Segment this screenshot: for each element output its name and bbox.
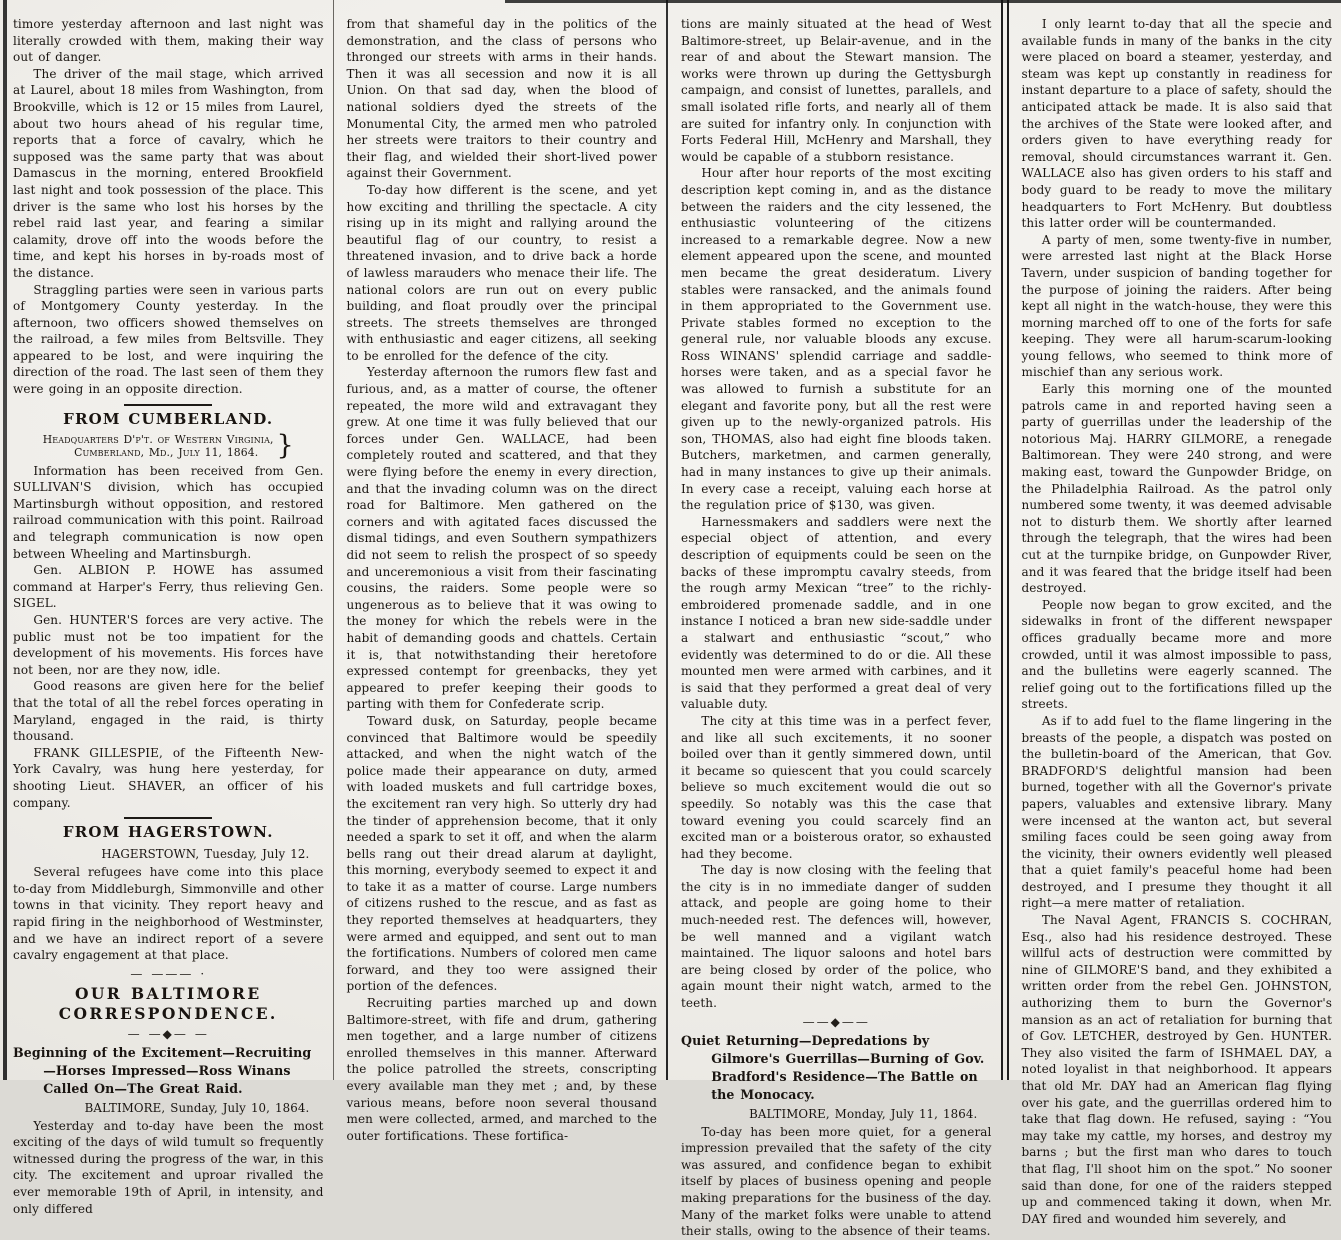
body-paragraph: To-day has been more quiet, for a general impression prevailed that the safety of the city was assured, and confidence began to exhibit itself by places of business opening and people making preparations for the business of the day. Many of the market folks were unable to attend their stalls, owing to the absence of their teams.: [681, 1124, 992, 1240]
article-subhead: Beginning of the Excitement—Recruiting—Horses Impressed—Ross Winans Called On—The Great Raid.: [13, 1044, 324, 1098]
body-paragraph: Several refugees have come into this place to-day from Middleburgh, Simmonville and other towns in that vicinity. They report heavy and rapid firing in the neighborhood of Westminster, and we have an indirect report of a severe cavalry engagement at that place.: [13, 864, 324, 964]
dateline: BALTIMORE, Monday, July 11, 1864.: [681, 1106, 992, 1122]
ornament-rule: ——◆——: [681, 1016, 992, 1028]
body-paragraph: Yesterday afternoon the rumors flew fast and furious, and, as a matter of course, the oftener repeated, the more wild and extravagant they grew. At one time it was fully believed that our forces under Gen. WALLACE, had been completely routed and scattered, and that they were flying before the enemy in every direction, and that the invading column was on the direct road for Baltimore. Men gathered on the corners and with agitated faces discussed the dismal tidings, and even Southern sympathizers did not seem to relish the prospect of so speedy and unceremonious a visit from their fascinating cousins, the raiders. Some people were so ungenerous as to believe that it was owing to the money for which the rebels were in the habit of demanding goods and chattels. Certain it is, that notwithstanding their heretofore expressed contempt for greenbacks, they yet appeared to prefer keeping their goods to parting with them for Confederate scrip.: [347, 364, 658, 712]
column-4: [1009, 0, 1341, 1080]
ornament-rule: — —◆— —: [13, 1028, 324, 1040]
body-paragraph: The Naval Agent, FRANCIS S. COCHRAN, Esq., also had his residence destroyed. These willful acts of destruction were committed by nine of GILMORE'S band, and they exhibited a written order from the rebel Gen. JOHNSTON, authorizing them to burn the Governor's mansion as an act of retaliation for burning that of Gov. LETCHER, destroyed by Gen. HUNTER. They also visited the farm of ISHMAEL DAY, a noted loyalist in that neighborhood. It appears that old Mr. DAY had an American flag flying over his gate, and the guerrillas ordered him to take that flag down. He refused, saying : “You may take my cattle, my horses, and destroy my barns ; but the first man who dares to touch that flag, I'll shoot him on the spot.” No sooner said than done, for one of the raiders stepped up and commenced taking it down, when Mr. DAY fired and wounded him severely, and: [1022, 912, 1333, 1227]
body-paragraph: To-day how different is the scene, and yet how exciting and thrilling the spectacle. A city rising up in its might and rallying around the beautiful flag of our country, to resist a threatened invasion, and to drive back a horde of lawless marauders who menace their life. The national colors are run out on every public building, and float proudly over the principal streets. The streets themselves are thronged with enthusiastic and eager citizens, all seeking to be enrolled for the defence of the city.: [347, 182, 658, 365]
body-paragraph: The driver of the mail stage, which arrived at Laurel, about 18 miles from Washington, from Brookville, which is 12 or 15 miles from Laurel, about two hours ahead of his regular time, reports that a force of cavalry, which he supposed was the same party that was about Damascus in the morning, entered Brookfield last night and took possession of the place. This driver is the same who lost his horses by the rebel raid last year, and fearing a similar calamity, drove off into the woods before the time, and kept his horses in by-roads most of the distance.: [13, 66, 324, 282]
dateline-with-brace: [13, 433, 324, 460]
body-paragraph: A party of men, some twenty-five in number, were arrested last night at the Black Horse Tavern, under suspicion of banding together for the purpose of joining the raiders. After being kept all night in the watch-house, they were this morning marched off to one of the forts for safe keeping. They were all harum-scarum-looking young fellows, who seemed to think more of mischief than any serious work.: [1022, 232, 1333, 381]
dateline: HAGERSTOWN, Tuesday, July 12.: [13, 846, 324, 862]
section-headline: FROM CUMBERLAND.: [13, 410, 324, 429]
body-paragraph: FRANK GILLESPIE, of the Fifteenth New-York Cavalry, was hung here yesterday, for shooting Lieut. SHAVER, an officer of his company.: [13, 745, 324, 811]
body-paragraph: Early this morning one of the mounted patrols came in and reported having seen a party of guerrillas under the leadership of the notorious Maj. HARRY GILMORE, a renegade Baltimorean. They were 240 strong, and were making east, toward the Gunpowder Bridge, on the Philadelphia Railroad. As the patrol only numbered some twenty, it was deemed advisable not to disturb them. We shortly after learned through the telegraph, that the wires had been cut at the turnpike bridge, on Gunpowder River, and it was feared that the bridge itself had been destroyed.: [1022, 381, 1333, 597]
body-paragraph: The day is now closing with the feeling that the city is in no immediate danger of sudden attack, and people are going home to their much-needed rest. The defences will, however, be well manned and a vigilant watch maintained. The liquor saloons and hotel bars are being closed by order of the police, who again mount their night watch, armed to the teeth.: [681, 862, 992, 1011]
body-paragraph: People now began to grow excited, and the sidewalks in front of the different newspaper offices gradually became more and more crowded, until it was almost impossible to pass, and the bulletins were eagerly scanned. The relief going out to the fortifications filled up the streets.: [1022, 597, 1333, 713]
body-paragraph-continued: timore yesterday afternoon and last night was literally crowded with them, making their way out of danger.: [13, 16, 324, 66]
column-divider-3: [1001, 0, 1009, 1080]
dateline-brace-glyph: }: [276, 439, 293, 453]
correspondence-headline: OUR BALTIMORE CORRESPONDENCE.: [13, 984, 324, 1024]
body-paragraph-continued: from that shameful day in the politics of the demonstration, and the class of persons who thronged our streets with arms in their hands. Then it was all secession and now it is all Union. On that sad day, when the blood of national soldiers dyed the streets of the Monumental City, the armed men who patroled her streets were traitors to their country and their flag, and wielded their short-lived power against their Government.: [347, 16, 658, 182]
section-rule: [124, 817, 212, 819]
top-edge-ink-streak: [505, 0, 1341, 3]
body-paragraph: As if to add fuel to the flame lingering in the breasts of the people, a dispatch was posted on the bulletin-board of the American, that Gov. BRADFORD'S delightful mansion had been burned, together with all the Governor's private papers, valuables and extensive library. Many were incensed at the wanton act, but several smiling faces could be seen going away from the vicinity, their owners evidently well pleased that a quiet family's peaceful home had been destroyed, and I presume they thought it all right—a mere matter of retaliation.: [1022, 713, 1333, 912]
section-rule: [124, 404, 212, 406]
ornament-rule: — ——— ·: [13, 968, 324, 980]
body-paragraph: Straggling parties were seen in various parts of Montgomery County yesterday. In the afternoon, two officers showed themselves on the railroad, a few miles from Beltsville. They appeared to be lost, and were inquiring the direction of the road. The last seen of them they were going in an opposite direction.: [13, 282, 324, 398]
body-paragraph: Gen. HUNTER'S forces are very active. The public must not be too impatient for the development of his movements. His forces have not been, nor are they now, idle.: [13, 612, 324, 678]
body-paragraph: Toward dusk, on Saturday, people became convinced that Baltimore would be speedily attacked, and when the night watch of the police made their appearance on duty, armed with loaded muskets and full cartridge boxes, the excitement ran very high. So utterly dry had the tinder of apprehension become, that it only needed a spark to set it off, and when the alarm bells rang out their dread alarum at daylight, this morning, everybody seemed to expect it and to take it as a matter of course. Large numbers of citizens rushed to the rescue, and as fast as they reported themselves at headquarters, they were armed and equipped, and sent out to man the fortifications. Numbers of colored men came forward, and they too were assigned their portion of the defences.: [347, 713, 658, 995]
column-1: [0, 0, 333, 1080]
article-subhead: Quiet Returning—Depredations by Gilmore's Guerrillas—Burning of Gov. Bradford's Residence—The Battle on the Monocacy.: [681, 1032, 992, 1104]
body-paragraph-continued: tions are mainly situated at the head of West Baltimore-street, up Belair-avenue, and in the rear of and about the Stewart mansion. The works were thrown up during the Gettysburgh campaign, and consist of lunettes, parallels, and small isolated rifle forts, and nearly all of them are suited for infantry only. In conjunction with Forts Federal Hill, McHenry and Marshall, they would be capable of a stubborn resistance.: [681, 16, 992, 165]
body-paragraph: Harnessmakers and saddlers were next the especial object of attention, and every description of equipments could be seen on the backs of these impromptu cavalry steeds, from the rough army Mexican “tree” to the richly-embroidered promenade saddle, and in one instance I noticed a bran new side-saddle under a stalwart and enthusiastic “scout,” who evidently was determined to do or die. All these mounted men were armed with carbines, and it is said that they performed a great deal of very valuable duty.: [681, 514, 992, 713]
section-headline: FROM HAGERSTOWN.: [13, 823, 324, 842]
dateline: BALTIMORE, Sunday, July 10, 1864.: [13, 1100, 324, 1116]
column-3: [668, 0, 1001, 1080]
column-2: [334, 0, 667, 1080]
body-paragraph: Gen. ALBION P. HOWE has assumed command at Harper's Ferry, thus relieving Gen. SIGEL.: [13, 562, 324, 612]
body-paragraph: Yesterday and to-day have been the most exciting of the days of wild tumult so frequently witnessed during the progress of the war, in this city. The excitement and uproar rivalled the ever memorable 19th of April, in intensity, and only differed: [13, 1118, 324, 1218]
dateline-lines: Headquarters D'p't. of Western Virginia, Cumberland, Md., July 11, 1864.: [43, 433, 274, 460]
body-paragraph: I only learnt to-day that all the specie and available funds in many of the banks in the city were placed on board a steamer, yesterday, and steam was kept up constantly in readiness for instant departure to a place of safety, should the anticipated attack be made. It is also said that the archives of the State were looked after, and orders given to have everything ready for removal, should circumstances warrant it. Gen. WALLACE also has given orders to his staff and body guard to be ready to move the military headquarters to Fort McHenry. But doubtless this latter order will be countermanded.: [1022, 16, 1333, 232]
page-left-edge-rule: [3, 0, 7, 1080]
body-paragraph: Recruiting parties marched up and down Baltimore-street, with fife and drum, gathering men together, and a large number of citizens enrolled themselves in this manner. Afterward the police patrolled the streets, conscripting every available man they met ; and, by these various means, before noon several thousand men were collected, armed, and marched to the outer fortifications. These fortifica-: [347, 995, 658, 1144]
body-paragraph: The city at this time was in a perfect fever, and like all such excitements, it no sooner boiled over than it gently simmered down, until it became so quiescent that you could scarcely believe so much excitement would die out so speedily. So notably was this the case that toward evening you could scarcely find an excited man or a boisterous orator, so exhausted had they become.: [681, 713, 992, 862]
body-paragraph: Information has been received from Gen. SULLIVAN'S division, which has occupied Martinsburgh without opposition, and restored railroad communication with this point. Railroad and telegraph communication is now open between Wheeling and Martinsburgh.: [13, 463, 324, 563]
body-paragraph: Good reasons are given here for the belief that the total of all the rebel forces operating in Maryland, engaged in the raid, is thirty thousand.: [13, 678, 324, 744]
body-paragraph: Hour after hour reports of the most exciting description kept coming in, and as the distance between the raiders and the city lessened, the enthusiastic volunteering of the citizens increased to a remarkable degree. Now a new element appeared upon the scene, and mounted men became the great desideratum. Livery stables were ransacked, and the animals found in them appropriated to the Government use. Private stables formed no exception to the general rule, nor valuable bloods any excuse. Ross WINANS' splendid carriage and saddle-horses were taken, and as a special favor he was allowed to furnish a substitute for an elegant and favorite pony, but all the rest were given up to the newly-organized patrols. His son, THOMAS, also had eight fine bloods taken. Butchers, marketmen, and carmen generally, had in many instances to give up their animals. In every case a receipt, valuing each horse at the regulation price of $130, was given.: [681, 165, 992, 513]
